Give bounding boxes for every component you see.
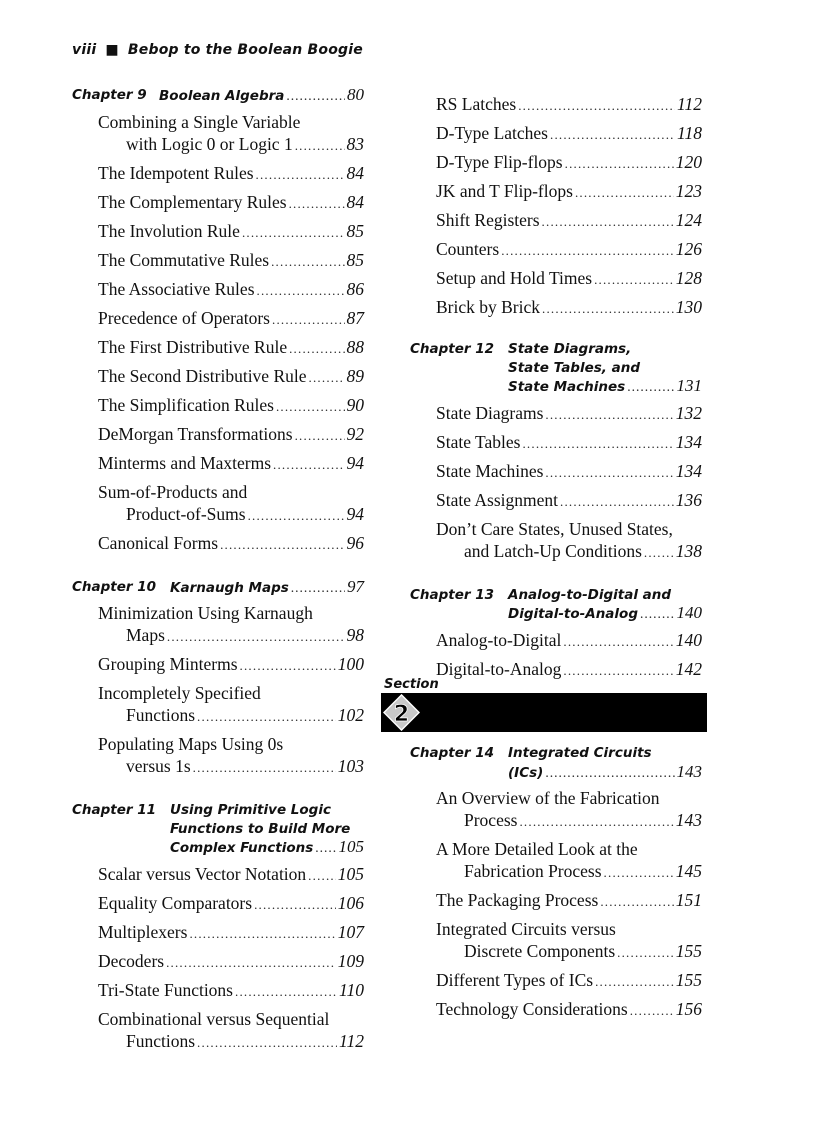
leader-dots: [550, 124, 675, 146]
entry-title: Scalar versus Vector Notation: [98, 863, 307, 884]
toc-entry[interactable]: [98, 863, 364, 887]
entry-title: D-Type Latches: [436, 123, 548, 143]
chapter-title: Digital-to-Analog: [508, 606, 638, 622]
entry-title: JK and T Flip-flops: [436, 181, 573, 201]
entry-title: Technology Considerations: [436, 999, 628, 1019]
leader-dots: [254, 894, 336, 916]
entry-title: and Latch-Up Conditions: [464, 540, 642, 561]
entry-title: Populating Maps Using 0s: [98, 734, 284, 754]
section-label: Section: [384, 677, 439, 692]
entry-page-number: 107: [337, 921, 364, 942]
chapter-block: [410, 340, 702, 564]
entry-page-number: 85: [346, 220, 364, 241]
entry-page-number: 134: [675, 431, 702, 452]
chapter-title: State Diagrams,: [508, 341, 632, 357]
entry-title: Combining a Single Variable: [98, 111, 301, 132]
entry-title: Maps: [126, 625, 165, 645]
entry-title: The Packaging Process: [436, 890, 599, 910]
chapter-number: Chapter 14: [410, 745, 495, 761]
section-divider: [381, 678, 707, 732]
chapter-title: State Tables, and: [508, 359, 641, 376]
leader-dots: [197, 1032, 337, 1054]
chapter-number: Chapter 10: [72, 578, 157, 595]
leader-dots: [235, 981, 337, 1003]
leader-dots: [501, 240, 674, 262]
chapter-heading[interactable]: [72, 801, 364, 858]
toc-entry[interactable]: [436, 267, 702, 291]
entry-page-number: 92: [346, 423, 364, 444]
toc-entry[interactable]: [98, 191, 364, 215]
leader-dots: [542, 298, 674, 320]
leader-dots: [545, 404, 673, 426]
leader-dots: [518, 95, 675, 117]
chapter-page-number: 131: [676, 376, 702, 395]
leader-dots: [542, 211, 674, 233]
entry-title: Brick by Brick: [436, 297, 541, 317]
chapter-page-number: 143: [676, 761, 702, 781]
leader-dots: [197, 706, 336, 728]
entry-title: The Associative Rules: [98, 278, 255, 299]
toc-entry[interactable]: [436, 518, 702, 564]
entry-page-number: 84: [346, 191, 364, 212]
chapter-page-number: 80: [347, 85, 364, 104]
leader-dots: [560, 491, 674, 513]
toc-entry[interactable]: [98, 336, 364, 360]
chapter-heading[interactable]: [410, 340, 702, 397]
toc-entry[interactable]: [436, 838, 702, 884]
entry-page-number: 120: [675, 152, 702, 172]
entry-title: with Logic 0 or Logic 1: [126, 133, 293, 154]
chapter-title: Karnaugh Maps: [170, 579, 289, 596]
chapter-heading[interactable]: [410, 744, 702, 782]
entry-page-number: 123: [675, 181, 702, 201]
leader-dots: [640, 605, 675, 624]
section-bar: [381, 693, 707, 732]
toc-entry[interactable]: [98, 220, 364, 244]
entry-title: versus 1s: [126, 756, 191, 776]
chapter-number: Chapter 9: [72, 87, 147, 103]
leader-dots: [257, 280, 345, 302]
toc-entry[interactable]: [98, 921, 364, 945]
chapter-title: (ICs): [508, 764, 544, 781]
leader-dots: [595, 971, 674, 993]
chapter-page-number: 97: [347, 576, 364, 596]
entry-title: The Involution Rule: [98, 220, 240, 241]
chapter-title: Boolean Algebra: [159, 88, 285, 104]
entry-page-number: 145: [675, 861, 702, 881]
toc-entry[interactable]: [98, 733, 364, 779]
toc-entry[interactable]: [98, 278, 364, 302]
toc-entry[interactable]: [436, 431, 702, 455]
leader-dots: [308, 865, 336, 887]
toc-entry[interactable]: [436, 93, 702, 117]
toc-entry[interactable]: [436, 629, 702, 653]
toc-entry[interactable]: [436, 969, 702, 993]
entry-page-number: 106: [337, 892, 364, 913]
leader-dots: [271, 251, 344, 273]
entry-title: Precedence of Operators: [98, 307, 270, 328]
entry-title: Grouping Minterms: [98, 654, 238, 674]
entry-page-number: 86: [346, 278, 364, 299]
entry-page-number: 155: [675, 941, 702, 961]
entry-title: A More Detailed Look at the: [436, 839, 638, 859]
entry-title: The Idempotent Rules: [98, 162, 254, 183]
entry-title: Digital-to-Analog: [436, 658, 562, 679]
leader-dots: [600, 891, 673, 913]
chapter-heading[interactable]: [72, 86, 364, 106]
entry-title: Setup and Hold Times: [436, 268, 593, 288]
chapter-heading[interactable]: [72, 578, 364, 598]
toc-entry[interactable]: [436, 889, 702, 913]
leader-dots: [522, 433, 673, 455]
leader-dots: [563, 631, 673, 653]
entry-page-number: 112: [677, 94, 702, 114]
leader-dots: [189, 923, 335, 945]
entry-page-number: 124: [675, 210, 702, 230]
leader-dots: [220, 534, 344, 556]
leader-dots: [272, 309, 345, 331]
section-number-badge: [383, 694, 420, 731]
chapter-title: State Machines: [508, 379, 626, 395]
leader-dots: [166, 952, 336, 974]
entry-page-number: 128: [675, 268, 702, 288]
continued-entries: [410, 93, 702, 320]
toc-entry[interactable]: [436, 151, 702, 175]
chapter-number: Chapter 12: [410, 341, 495, 357]
entry-page-number: 100: [337, 654, 364, 674]
entry-title: Functions: [126, 705, 196, 725]
leader-dots: [630, 1000, 674, 1022]
chapter-title: Complex Functions: [170, 840, 314, 856]
chapter-title: Integrated Circuits: [508, 745, 652, 761]
toc-entry[interactable]: [436, 460, 702, 484]
entry-title: Analog-to-Digital: [436, 629, 562, 650]
folio: viii: [72, 42, 97, 58]
leader-dots: [565, 153, 674, 175]
leader-dots: [627, 378, 674, 397]
entry-page-number: 87: [346, 307, 364, 328]
entry-page-number: 142: [675, 658, 702, 679]
toc-entry[interactable]: [436, 180, 702, 204]
toc-entry[interactable]: [98, 682, 364, 728]
entry-title: Don’t Care States, Unused States,: [436, 518, 673, 539]
entry-title: Functions: [126, 1030, 196, 1051]
chapter-block: [72, 578, 364, 780]
chapter-title: Analog-to-Digital and: [508, 586, 672, 603]
entry-page-number: 103: [337, 756, 364, 776]
entry-page-number: 105: [337, 863, 364, 884]
chapter-block: [72, 801, 364, 1054]
entry-page-number: 130: [675, 297, 702, 317]
entry-page-number: 85: [346, 249, 364, 270]
toc-entry[interactable]: [436, 918, 702, 964]
leader-dots: [242, 222, 345, 244]
entry-title: RS Latches: [436, 94, 517, 114]
leader-dots: [276, 396, 345, 418]
entry-page-number: 118: [677, 123, 702, 143]
entry-title: Process: [464, 810, 518, 830]
entry-page-number: 102: [337, 705, 364, 725]
toc-entry[interactable]: [98, 653, 364, 677]
separator-square: ■: [105, 42, 119, 58]
entry-page-number: 83: [346, 133, 364, 154]
entry-title: Shift Registers: [436, 210, 540, 230]
toc-entry[interactable]: [436, 296, 702, 320]
leader-dots: [289, 338, 344, 360]
leader-dots: [545, 462, 673, 484]
toc-entry[interactable]: [436, 489, 702, 513]
entry-title: Discrete Components: [464, 941, 616, 961]
leader-dots: [315, 839, 336, 858]
entry-page-number: 88: [346, 336, 364, 357]
entry-title: Tri-State Functions: [98, 979, 233, 1000]
entry-title: An Overview of the Fabrication: [436, 788, 660, 808]
entry-title: Fabrication Process: [464, 861, 602, 881]
toc-entry[interactable]: [98, 1008, 364, 1054]
leader-dots: [289, 193, 345, 215]
toc-entry[interactable]: [436, 787, 702, 833]
svg-text:2: 2: [393, 700, 410, 727]
toc-left-column: [72, 86, 364, 1076]
toc-entry[interactable]: [98, 394, 364, 418]
leader-dots: [644, 542, 674, 564]
leader-dots: [256, 164, 345, 186]
entry-page-number: 84: [346, 162, 364, 183]
entry-page-number: 132: [675, 402, 702, 423]
leader-dots: [248, 505, 345, 527]
entry-title: D-Type Flip-flops: [436, 152, 563, 172]
chapter-block: [410, 586, 702, 682]
entry-title: Counters: [436, 239, 500, 259]
entry-page-number: 109: [337, 950, 364, 971]
entry-title: Incompletely Specified: [98, 683, 261, 703]
entry-page-number: 134: [675, 460, 702, 481]
chapter-number: Chapter 11: [72, 802, 157, 818]
toc-entry[interactable]: [436, 402, 702, 426]
toc-entry[interactable]: [98, 950, 364, 974]
leader-dots: [575, 182, 674, 204]
entry-title: The First Distributive Rule: [98, 336, 288, 357]
entry-title: The Second Distributive Rule: [98, 365, 307, 386]
toc-entry[interactable]: [436, 238, 702, 262]
toc-after-section: [410, 744, 702, 1044]
entry-title: State Diagrams: [436, 402, 544, 423]
book-title: Bebop to the Boolean Boogie: [127, 42, 363, 58]
toc-entry[interactable]: [98, 481, 364, 527]
entry-title: Product-of-Sums: [126, 503, 246, 524]
chapter-heading[interactable]: [410, 586, 702, 624]
entry-page-number: 94: [346, 503, 364, 524]
toc-entry[interactable]: [98, 249, 364, 273]
entry-title: State Assignment: [436, 489, 559, 510]
toc-entry[interactable]: [436, 998, 702, 1022]
leader-dots: [617, 942, 674, 964]
chapter-title: Functions to Build More: [170, 820, 351, 837]
leader-dots: [545, 764, 674, 783]
leader-dots: [193, 757, 336, 779]
entry-title: Minterms and Maxterms: [98, 452, 272, 473]
chapter-title: Using Primitive Logic: [170, 802, 331, 818]
entry-title: Combinational versus Sequential: [98, 1008, 330, 1029]
leader-dots: [604, 862, 674, 884]
entry-title: State Tables: [436, 431, 521, 452]
leader-dots: [286, 87, 345, 106]
chapter-block: [410, 744, 702, 1022]
entry-title: Canonical Forms: [98, 532, 219, 553]
toc-entry[interactable]: [98, 892, 364, 916]
entry-title: Sum-of-Products and: [98, 481, 248, 502]
entry-title: Equality Comparators: [98, 892, 253, 913]
toc-entry[interactable]: [98, 452, 364, 476]
entry-title: The Simplification Rules: [98, 394, 274, 415]
leader-dots: [295, 135, 345, 157]
entry-page-number: 143: [675, 810, 702, 830]
leader-dots: [594, 269, 674, 291]
toc-right-column: [410, 88, 702, 704]
leader-dots: [273, 454, 344, 476]
leader-dots: [309, 367, 345, 389]
entry-page-number: 94: [346, 452, 364, 473]
entry-page-number: 98: [346, 625, 364, 645]
entry-title: The Commutative Rules: [98, 249, 270, 270]
entry-page-number: 90: [346, 394, 364, 415]
entry-title: Multiplexers: [98, 921, 188, 942]
toc-entry[interactable]: [98, 423, 364, 447]
entry-page-number: 155: [675, 970, 702, 990]
leader-dots: [295, 425, 345, 447]
toc-entry[interactable]: [98, 602, 364, 648]
entry-page-number: 112: [339, 1030, 364, 1051]
running-head: [72, 42, 363, 58]
toc-entry[interactable]: [436, 122, 702, 146]
chapter-block: [72, 86, 364, 556]
chapter-page-number: 105: [338, 837, 364, 856]
entry-page-number: 126: [675, 239, 702, 259]
entry-title: The Complementary Rules: [98, 191, 287, 212]
entry-title: Minimization Using Karnaugh: [98, 603, 313, 623]
entry-page-number: 110: [339, 979, 364, 1000]
toc-entry[interactable]: [98, 979, 364, 1003]
toc-entry[interactable]: [436, 209, 702, 233]
entry-title: Integrated Circuits versus: [436, 919, 616, 939]
entry-page-number: 89: [346, 365, 364, 386]
chapter-number: Chapter 13: [410, 586, 495, 603]
entry-page-number: 156: [675, 999, 702, 1019]
entry-page-number: 151: [675, 890, 702, 910]
toc-entry[interactable]: [98, 162, 364, 186]
entry-page-number: 140: [675, 629, 702, 650]
entry-title: State Machines: [436, 460, 544, 481]
leader-dots: [167, 626, 345, 648]
leader-dots: [519, 811, 673, 833]
entry-title: Decoders: [98, 950, 165, 971]
entry-page-number: 136: [675, 489, 702, 510]
entry-title: DeMorgan Transformations: [98, 423, 293, 444]
leader-dots: [291, 579, 345, 598]
entry-page-number: 96: [346, 532, 364, 553]
toc-entry[interactable]: [98, 307, 364, 331]
toc-entry[interactable]: [98, 111, 364, 157]
toc-entry[interactable]: [98, 532, 364, 556]
chapter-page-number: 140: [676, 603, 702, 622]
leader-dots: [240, 655, 336, 677]
entry-page-number: 138: [675, 540, 702, 561]
toc-entry[interactable]: [98, 365, 364, 389]
entry-title: Different Types of ICs: [436, 970, 594, 990]
